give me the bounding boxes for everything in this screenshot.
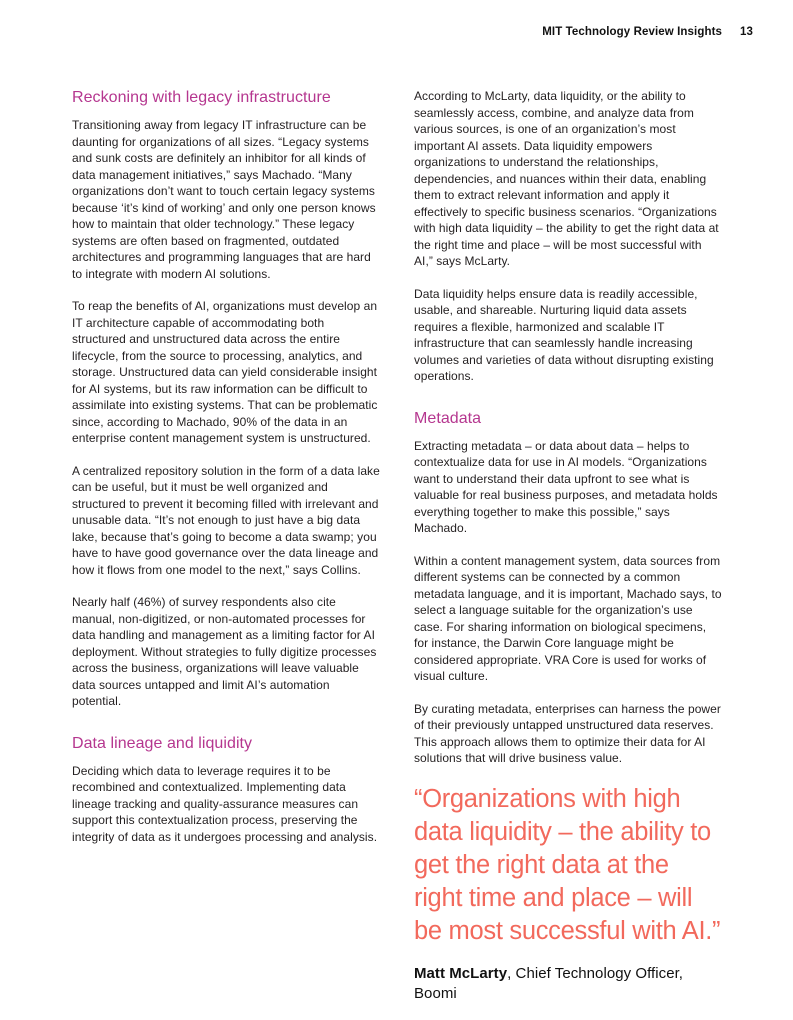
quote-attribution (414, 964, 722, 1004)
paragraph: Nearly half (46%) of survey respondents also cite manual, non-digitized, or non-automated processes for data handling and management as a limiting factor for AI deployment. Without strategies to fully digitize processes across the business, organizations will leave valuable data sources untapped and limit AI’s automation potential. (72, 595, 377, 708)
paragraph: Deciding which data to leverage requires it to be recombined and contextualized. Implementing data lineage tracking and quality-assurance measures can support this contextualization process, preserving the integrity of data as it undergoes processing and analysis. (72, 763, 378, 844)
content-columns (72, 88, 722, 1020)
paragraph: Transitioning away from legacy IT infrastructure can be daunting for organizations of all sizes. “Legacy systems and sunk costs are definitely an inhibitor for all kinds of data management initiatives,” says Machado. “Many organizations don’t want to touch certain legacy systems because ‘it’s kind of working’ and only one person knows how to maintain that older technology.” These legacy systems are often based on fragmented, outdated architectures and programming languages that are hard to integrate with modern AI solutions. (72, 118, 376, 281)
page-number: 13 (740, 26, 753, 38)
paragraph: By curating metadata, enterprises can harness the power of their previously untapped unstructured data reserves. This approach allows them to optimize their data for AI solutions that will drive business value. (414, 701, 721, 765)
pull-quote: “Organizations with high data liquidity – the ability to get the right data at the right time and place – will be most successful with AI.” (414, 784, 721, 945)
left-column (72, 88, 380, 1020)
attribution-title: , Chief Technology Officer, Boomi (414, 964, 684, 1002)
section-heading-legacy-infrastructure: Reckoning with legacy infrastructure (72, 89, 331, 106)
paragraph: A centralized repository solution in the form of a data lake can be useful, but it must be well organized and structured to prevent it becoming filled with irrelevant and unusable data. “It’s not enough to just have a big data lake, because that’s going to become a data swamp; you have to have good governance over the data lineage and how it flows from one model to the next,” says Collins. (72, 463, 380, 577)
paragraph: Data liquidity helps ensure data is readily accessible, usable, and shareable. Nurturing liquid data assets requires a flexible, harmonized and scalable IT infrastructure that can seamlessly handle increasing volumes and varieties of data without disrupting existing operations. (414, 286, 714, 383)
header-brand: MIT Technology Review Insights (542, 26, 722, 38)
paragraph: Within a content management system, data sources from different systems can be connected by a common metadata language, and it is important, Machado says, to select a language suitable for the organization’s use case. For sharing information on biological specimens, for instance, the Darwin Core language might be considered appropriate. VRA Core is used for works of visual culture. (414, 553, 722, 683)
paragraph: Extracting metadata – or data about data – helps to contextualize data for use in AI models. “Organizations want to understand their data upfront to see what is valuable for real business purposes, and metadata holds everything together to make this possible,” says Machado. (414, 438, 718, 535)
section-heading-data-lineage: Data lineage and liquidity (72, 734, 253, 752)
paragraph: To reap the benefits of AI, organizations must develop an IT architecture capable of accommodating both structured and unstructured data across the entire lifecycle, from the source to processing, analytics, and storage. Unstructured data can yield considerable insight for AI systems, but its raw information can be difficult to assimilate into existing systems. That can be problematic since, according to Machado, 90% of the data in an enterprise content management system is unstructured. (72, 299, 378, 445)
attribution-name: Matt McLarty (414, 964, 508, 982)
section-heading-metadata: Metadata (414, 409, 482, 427)
paragraph: According to McLarty, data liquidity, or the ability to seamlessly access, combine, and analyze data from various sources, is one of an organization’s most important AI assets. Data liquidity empowers organizations to understand the relationships, dependencies, and nuances within their data, enabling them to extract relevant information and apply it effectively to specific business scenarios. “Organizations with high data liquidity – the ability to get the right data at the right time and place – will be most successful with AI,” says McLarty. (414, 89, 719, 268)
page-header (542, 26, 753, 38)
right-column (414, 88, 722, 1020)
